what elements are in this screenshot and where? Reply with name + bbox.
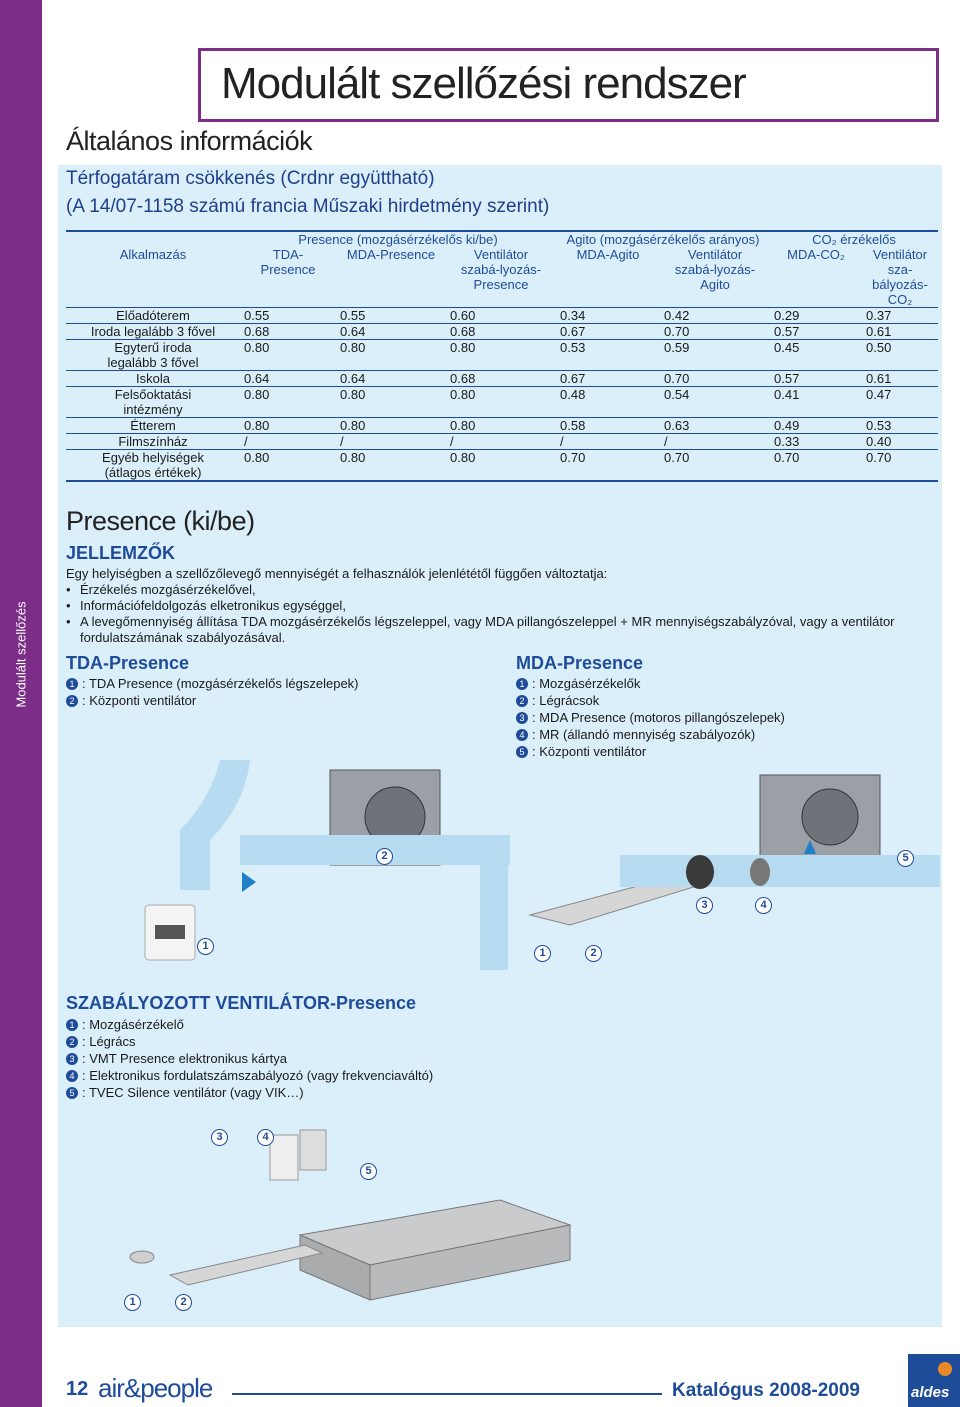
table-cell: 0.53	[556, 340, 660, 371]
table-cell: 0.80	[446, 450, 556, 482]
mda-list-item	[516, 693, 599, 709]
number-badge: 4	[66, 1070, 78, 1082]
fan-wheel-right	[802, 789, 858, 845]
table-cell: 0.68	[240, 324, 336, 340]
table-cell: 0.70	[660, 450, 770, 482]
row-label: Iroda legalább 3 fővel	[66, 324, 240, 340]
tda-sensor	[155, 925, 185, 939]
fan-list-item	[66, 1085, 304, 1101]
table-cell: 0.70	[556, 450, 660, 482]
mda-heading: MDA-Presence	[516, 653, 644, 673]
row-label: Egyterű iroda legalább 3 fővel	[66, 340, 240, 371]
column-header: MDA-Presence	[346, 247, 436, 262]
table-cell: 0.67	[556, 324, 660, 340]
label-mda-4: 4	[755, 897, 772, 914]
fan-illustration	[60, 1125, 660, 1320]
table-row	[66, 308, 938, 324]
table-cell: 0.48	[556, 387, 660, 418]
item-text: : Elektronikus fordulatszámszabályozó (vagy frekvenciaváltó)	[82, 1068, 434, 1083]
number-badge: 1	[66, 1019, 78, 1031]
item-text: : Légrács	[82, 1034, 136, 1049]
subtitle-1: Térfogatáram csökkenés (Crdnr együttható)	[66, 168, 435, 189]
item-text: : Központi ventilátor	[532, 744, 647, 759]
subtitle-2: (A 14/07-1158 számú francia Műszaki hirdetmény szerint)	[66, 196, 550, 217]
coefficient-table	[66, 230, 938, 482]
table-cell: 0.29	[770, 308, 862, 324]
table-cell: 0.55	[336, 308, 446, 324]
table-cell: 0.55	[240, 308, 336, 324]
table-cell: 0.59	[660, 340, 770, 371]
mr-regulator	[750, 858, 770, 886]
vmt-card	[270, 1135, 298, 1180]
number-badge: 4	[516, 729, 528, 741]
title-box	[198, 48, 939, 122]
table-cell: 0.33	[770, 434, 862, 450]
item-text: : Mozgásérzékelő	[82, 1017, 184, 1032]
label-mda-1: 1	[534, 945, 551, 962]
column-header: TDA- Presence	[260, 247, 316, 277]
item-text: : TVEC Silence ventilátor (vagy VIK…)	[82, 1085, 304, 1100]
mda-list-item	[516, 727, 755, 743]
column-header: Ventilátor szabá-lyozás- Presence	[460, 247, 542, 292]
table-cell: 0.80	[240, 450, 336, 482]
aldes-logo	[908, 1354, 960, 1407]
table-cell: 0.80	[446, 340, 556, 371]
features-intro: Egy helyiségben a szellőzőlevegő mennyiségét a felhasználók jelenlététől függően változtatja:	[66, 566, 608, 581]
table-cell: 0.68	[446, 371, 556, 387]
table-cell: 0.80	[446, 418, 556, 434]
table-cell: 0.50	[862, 340, 938, 371]
features-heading: JELLEMZŐK	[66, 543, 176, 563]
table-cell: 0.61	[862, 371, 938, 387]
item-text: : Légrácsok	[532, 693, 600, 708]
table-row	[66, 434, 938, 450]
logo-accent	[938, 1362, 952, 1376]
table-cell: 0.47	[862, 387, 938, 418]
table-cell: 0.80	[446, 387, 556, 418]
title-box-edge	[936, 48, 939, 122]
table-cell: 0.41	[770, 387, 862, 418]
general-heading: Általános információk	[66, 126, 313, 156]
table-cell: 0.67	[556, 371, 660, 387]
table-cell: 0.80	[336, 450, 446, 482]
table-cell: /	[446, 434, 556, 450]
mda-list-item	[516, 676, 640, 692]
table-row	[66, 450, 938, 482]
table-cell: 0.40	[862, 434, 938, 450]
tda-heading: TDA-Presence	[66, 653, 190, 673]
table-cell: 0.70	[660, 371, 770, 387]
duct-vertical-mid	[480, 860, 508, 970]
fan-list-item	[66, 1068, 433, 1084]
motion-sensor	[130, 1251, 154, 1263]
table-cell: 0.70	[862, 450, 938, 482]
table-cell: 0.34	[556, 308, 660, 324]
table-cell: /	[336, 434, 446, 450]
table-cell: /	[556, 434, 660, 450]
label-fan-1: 1	[124, 1294, 141, 1311]
page-title: Modulált szellőzési rendszer	[221, 59, 746, 108]
number-badge: 2	[66, 1036, 78, 1048]
label-mda-5: 5	[897, 850, 914, 867]
table-cell: 0.80	[240, 340, 336, 371]
number-badge: 3	[516, 712, 528, 724]
installation-illustration	[60, 760, 940, 990]
table-cell: 0.64	[240, 371, 336, 387]
item-text: : VMT Presence elektronikus kártya	[82, 1051, 287, 1066]
group-presence: Presence (mozgásérzékelős ki/be)	[240, 231, 556, 247]
table-cell: 0.61	[862, 324, 938, 340]
table-cell: 0.57	[770, 371, 862, 387]
tda-list-item	[66, 693, 196, 709]
table-cell: 0.49	[770, 418, 862, 434]
mda-damper	[686, 855, 714, 889]
row-label: Felsőoktatási intézmény	[66, 387, 240, 418]
duct-left	[180, 760, 250, 890]
table-cell: /	[660, 434, 770, 450]
logo-text: aldes	[911, 1384, 950, 1401]
fan-heading: SZABÁLYOZOTT VENTILÁTOR-Presence	[66, 993, 417, 1013]
label-mda-2: 2	[376, 848, 393, 865]
item-text: : Központi ventilátor	[82, 693, 197, 708]
air-grille	[170, 1245, 322, 1285]
mda-list-item	[516, 744, 646, 760]
column-header: MDA-Agito	[576, 247, 640, 262]
label-mda-2b: 2	[585, 945, 602, 962]
table-cell: 0.80	[336, 340, 446, 371]
label-mda-3: 3	[696, 897, 713, 914]
table-cell: 0.37	[862, 308, 938, 324]
table-cell: 0.64	[336, 324, 446, 340]
item-text: : Mozgásérzékelők	[532, 676, 641, 691]
brand-tagline: air&people	[98, 1373, 213, 1403]
table-row	[66, 418, 938, 434]
tda-list-item	[66, 676, 359, 692]
column-header: Alkalmazás	[119, 247, 187, 262]
row-label: Előadóterem	[66, 308, 240, 324]
mda-list-item	[516, 710, 785, 726]
table-cell: 0.64	[336, 371, 446, 387]
number-badge: 1	[516, 678, 528, 690]
group-co2: CO₂ érzékelős	[770, 231, 938, 247]
number-badge: 5	[516, 746, 528, 758]
number-badge: 3	[66, 1053, 78, 1065]
row-label: Iskola	[66, 371, 240, 387]
table-row	[66, 371, 938, 387]
column-header: Ventilátor szabá-lyozás- Agito	[674, 247, 756, 292]
row-label: Étterem	[66, 418, 240, 434]
label-fan-5: 5	[360, 1163, 377, 1180]
column-header: Ventilátor sza- bályozás- CO₂	[872, 247, 928, 307]
group-agito: Agito (mozgásérzékelős arányos)	[556, 231, 770, 247]
table-cell: /	[240, 434, 336, 450]
page-number: 12	[66, 1378, 89, 1400]
table-row	[66, 340, 938, 371]
number-badge: 2	[516, 695, 528, 707]
footer-rule	[232, 1393, 662, 1395]
duct-horizontal-right	[620, 855, 940, 887]
duct-horizontal-left	[240, 835, 510, 865]
table-cell: 0.80	[336, 418, 446, 434]
table-cell: 0.57	[770, 324, 862, 340]
number-badge: 1	[66, 678, 78, 690]
fan-list-item	[66, 1017, 184, 1033]
table-cell: 0.80	[336, 387, 446, 418]
label-tda-1: 1	[197, 938, 214, 955]
label-fan-3: 3	[211, 1129, 228, 1146]
table-cell: 0.42	[660, 308, 770, 324]
table-cell: 0.60	[446, 308, 556, 324]
fan-list-item	[66, 1051, 287, 1067]
number-badge: 5	[66, 1087, 78, 1099]
table-cell: 0.63	[660, 418, 770, 434]
table-cell: 0.70	[770, 450, 862, 482]
side-tab-label: Modulált szellőzés	[13, 601, 29, 708]
catalog-label: Katalógus 2008-2009	[672, 1380, 860, 1401]
table-cell: 0.53	[862, 418, 938, 434]
item-text: : MR (állandó mennyiség szabályozók)	[532, 727, 756, 742]
side-tab	[0, 0, 42, 1407]
airflow-arrow-left	[242, 872, 256, 892]
column-header: MDA-CO₂	[787, 247, 845, 262]
speed-controller	[300, 1130, 326, 1170]
table-cell: 0.45	[770, 340, 862, 371]
table-row	[66, 387, 938, 418]
table-cell: 0.80	[240, 387, 336, 418]
table-cell: 0.58	[556, 418, 660, 434]
label-fan-2: 2	[175, 1294, 192, 1311]
table-row	[66, 324, 938, 340]
row-label: Egyéb helyiségek (átlagos értékek)	[66, 450, 240, 482]
number-badge: 2	[66, 695, 78, 707]
fan-list-item	[66, 1034, 135, 1050]
item-text: : TDA Presence (mozgásérzékelős légszelepek)	[82, 676, 359, 691]
label-fan-4: 4	[257, 1129, 274, 1146]
presence-heading: Presence (ki/be)	[66, 506, 255, 536]
table-cell: 0.54	[660, 387, 770, 418]
row-label: Filmszínház	[66, 434, 240, 450]
table-cell: 0.70	[660, 324, 770, 340]
table-cell: 0.80	[240, 418, 336, 434]
table-cell: 0.68	[446, 324, 556, 340]
item-text: : MDA Presence (motoros pillangószelepek)	[532, 710, 785, 725]
